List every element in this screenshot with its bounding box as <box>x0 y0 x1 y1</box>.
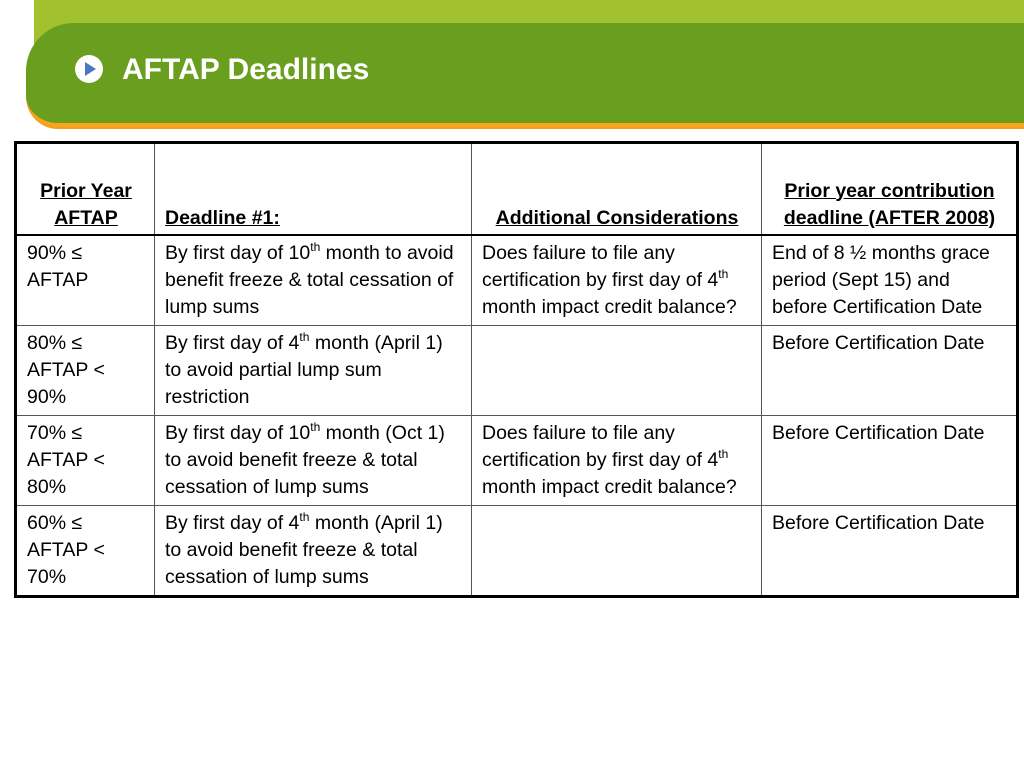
header-deadline-1: Deadline #1: <box>155 143 472 235</box>
additional-cell <box>472 505 762 596</box>
threshold-cell: 70% ≤ AFTAP < 80% <box>16 415 155 505</box>
table-row <box>16 235 1018 326</box>
page-title: AFTAP Deadlines <box>122 53 370 86</box>
contribution-cell: Before Certification Date <box>762 325 1018 415</box>
additional-cell <box>472 325 762 415</box>
deadline-cell: By first day of 10th month to avoid benefit freeze & total cessation of lump sums <box>155 235 472 326</box>
additional-cell: Does failure to file any certification by first day of 4th month impact credit balance? <box>472 415 762 505</box>
deadlines-table <box>14 141 1019 598</box>
threshold-cell: 80% ≤ AFTAP < 90% <box>16 325 155 415</box>
header-prior-year-aftap: Prior Year AFTAP <box>16 143 155 235</box>
deadline-cell: By first day of 10th month (Oct 1) to avoid benefit freeze & total cessation of lump sums <box>155 415 472 505</box>
deadline-cell: By first day of 4th month (April 1) to avoid partial lump sum restriction <box>155 325 472 415</box>
contribution-cell: Before Certification Date <box>762 505 1018 596</box>
threshold-cell: 90% ≤ AFTAP <box>16 235 155 326</box>
header-contribution-deadline: Prior year contribution deadline (AFTER 2008) <box>762 143 1018 235</box>
contribution-cell: Before Certification Date <box>762 415 1018 505</box>
additional-cell: Does failure to file any certification by first day of 4th month impact credit balance? <box>472 235 762 326</box>
table-row <box>16 325 1018 415</box>
header-additional-considerations: Additional Considerations <box>472 143 762 235</box>
table-row <box>16 505 1018 596</box>
threshold-cell: 60% ≤ AFTAP < 70% <box>16 505 155 596</box>
deadline-cell: By first day of 4th month (April 1) to avoid benefit freeze & total cessation of lump sums <box>155 505 472 596</box>
contribution-cell: End of 8 ½ months grace period (Sept 15) and before Certification Date <box>762 235 1018 326</box>
table-header-row <box>16 143 1018 235</box>
table-row <box>16 415 1018 505</box>
arrow-bullet-icon <box>75 55 103 83</box>
